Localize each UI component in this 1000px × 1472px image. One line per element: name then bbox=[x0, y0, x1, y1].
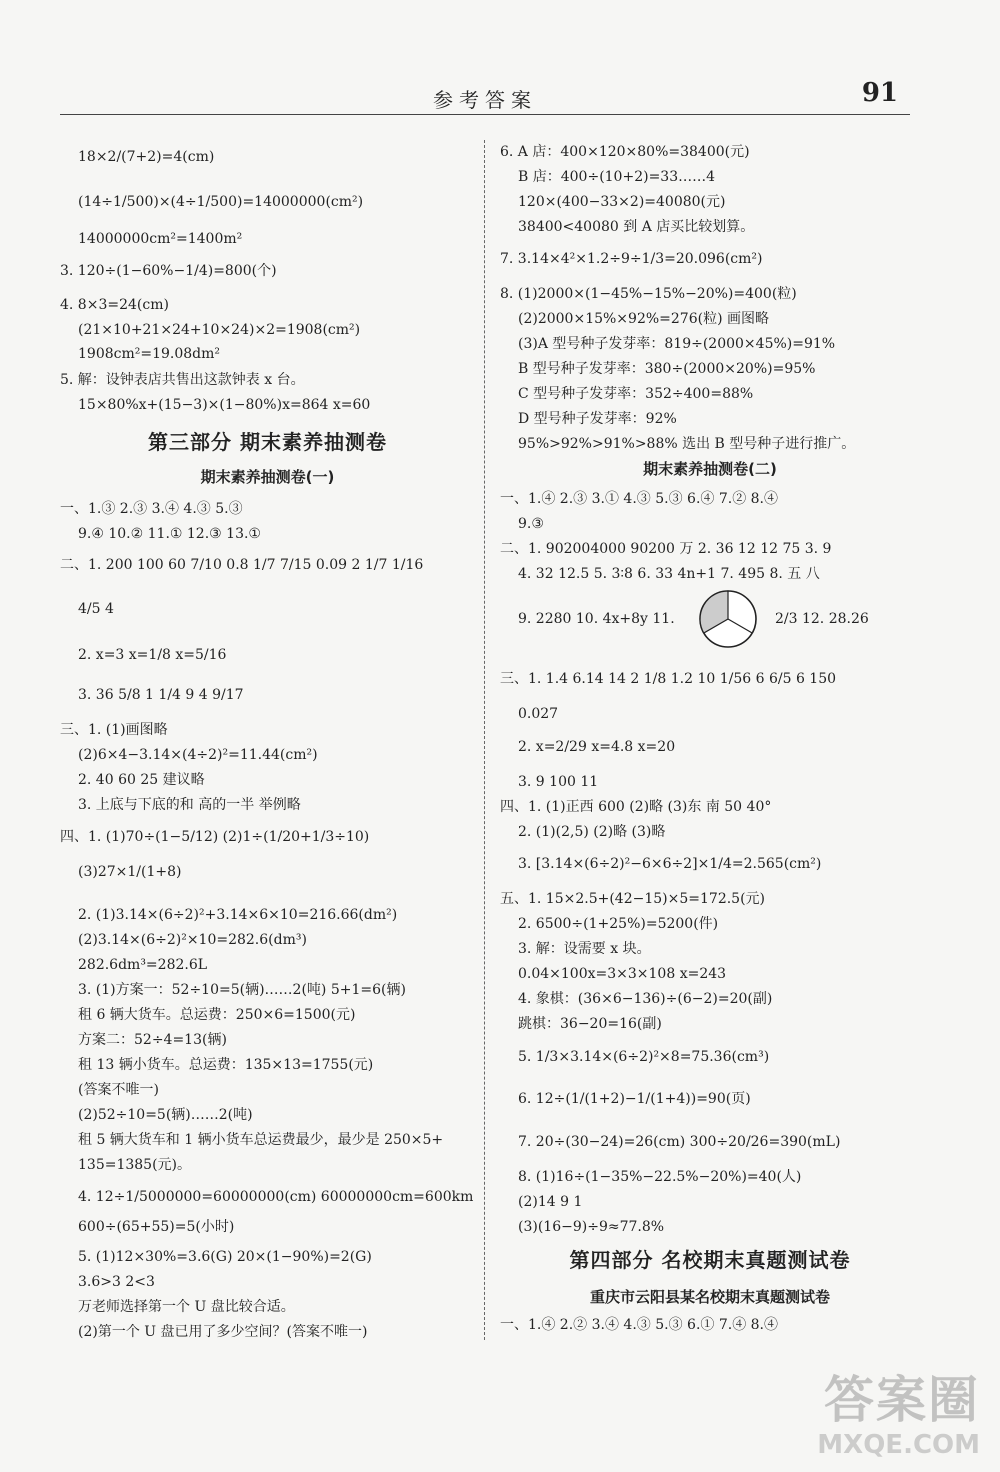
answer-line: 三、1. 1.4 6.14 14 2 1/8 1.2 10 1/56 6 6/5 6 150 bbox=[500, 671, 837, 687]
answer-line: C 型号种子发芽率：352÷400=88% bbox=[518, 386, 754, 402]
section-title: 第三部分 期末素养抽测卷 bbox=[148, 430, 387, 454]
header-title: 参考答案 bbox=[433, 88, 537, 112]
answer-line: 一、1.④ 2.② 3.④ 4.③ 5.③ 6.① 7.④ 8.④ bbox=[500, 1317, 779, 1333]
test-title: 期末素养抽测卷(二) bbox=[643, 460, 777, 478]
answer-line: 4. 12÷1/5000000=60000000(cm) 60000000cm=600km bbox=[78, 1189, 474, 1205]
answer-line: (2)2000×15%×92%=276(粒) 画图略 bbox=[518, 311, 769, 327]
answer-line: 2. (1)3.14×(6÷2)²+3.14×6×10=216.66(dm²) bbox=[78, 907, 398, 923]
answer-line: 3. 120÷(1−60%−1/4)=800(个) bbox=[60, 263, 277, 279]
answer-line: (2)52÷10=5(辆)……2(吨) bbox=[78, 1107, 253, 1123]
answer-line: 4. 8×3=24(cm) bbox=[60, 297, 169, 313]
answer-line: 18×2/(7+2)=4(cm) bbox=[78, 149, 215, 165]
answer-line: 7. 20÷(30−24)=26(cm) 300÷20/26=390(mL) bbox=[518, 1134, 841, 1150]
answer-line: 2. 6500÷(1+25%)=5200(件) bbox=[518, 916, 719, 932]
answer-line: D 型号种子发芽率：92% bbox=[518, 411, 677, 427]
answer-line: 0.04×100x=3×3×108 x=243 bbox=[518, 966, 727, 982]
watermark-url: MXQE.COM bbox=[817, 1430, 980, 1460]
answer-line: 120×(400−33×2)=40080(元) bbox=[518, 194, 726, 210]
answer-line: 9.④ 10.② 11.① 12.③ 13.① bbox=[78, 526, 261, 542]
test-title: 期末素养抽测卷(一) bbox=[200, 468, 335, 486]
answer-line: 5. 1/3×3.14×(6÷2)²×8=75.36(cm³) bbox=[518, 1049, 770, 1065]
answer-line: 135=1385(元)。 bbox=[78, 1157, 192, 1173]
answer-line: (2)6×4−3.14×(4÷2)²=11.44(cm²) bbox=[78, 747, 318, 763]
answer-line: 2. x=2/29 x=4.8 x=20 bbox=[518, 739, 676, 755]
answer-line: 五、1. 15×2.5+(42−15)×5=172.5(元) bbox=[500, 891, 766, 907]
answer-line: 5. (1)12×30%=3.6(G) 20×(1−90%)=2(G) bbox=[78, 1249, 372, 1265]
answer-line: 3. 9 100 11 bbox=[518, 774, 599, 790]
answer-line: (3)27×1/(1+8) bbox=[78, 864, 182, 880]
answer-line: 一、1.④ 2.③ 3.① 4.③ 5.③ 6.④ 7.② 8.④ bbox=[500, 491, 779, 507]
answer-line: 7. 3.14×4²×1.2÷9÷1/3=20.096(cm²) bbox=[500, 251, 763, 267]
answer-line: (2)3.14×(6÷2)²×10=282.6(dm³) bbox=[78, 932, 307, 948]
test-title: 重庆市云阳县某名校期末真题测试卷 bbox=[589, 1288, 830, 1306]
answer-line: 2/3 12. 28.26 bbox=[775, 611, 869, 627]
answer-line: B 型号种子发芽率：380÷(2000×20%)=95% bbox=[518, 361, 816, 377]
answer-line: 3. 上底与下底的和 高的一半 举例略 bbox=[78, 797, 301, 813]
page-number: 91 bbox=[861, 78, 898, 108]
answer-line: 租 6 辆大货车。总运费：250×6=1500(元) bbox=[78, 1007, 356, 1023]
answer-line: 四、1. (1)70÷(1−5/12) (2)1÷(1/20+1/3÷10) bbox=[60, 829, 370, 845]
column-divider bbox=[484, 140, 485, 1340]
answer-line: 3. 解：设需要 x 块。 bbox=[518, 941, 651, 957]
answer-line: 万老师选择第一个 U 盘比较合适。 bbox=[78, 1299, 295, 1315]
answer-line: 600÷(65+55)=5(小时) bbox=[78, 1219, 235, 1235]
answer-line: 3. [3.14×(6÷2)²−6×6÷2]×1/4=2.565(cm²) bbox=[518, 856, 822, 872]
answer-line: 二、1. 902004000 90200 万 2. 36 12 12 75 3. 9 bbox=[500, 541, 832, 557]
watermark-logo bbox=[798, 1354, 988, 1464]
answer-line: (2)14 9 1 bbox=[518, 1194, 583, 1210]
answer-line: (21×10+21×24+10×24)×2=1908(cm²) bbox=[78, 322, 361, 338]
answer-line: 一、1.③ 2.③ 3.④ 4.③ 5.③ bbox=[60, 501, 243, 517]
answer-line: 3. (1)方案一：52÷10=5(辆)……2(吨) 5+1=6(辆) bbox=[78, 982, 406, 998]
answer-line: 15×80%x+(15−3)×(1−80%)x=864 x=60 bbox=[78, 397, 371, 413]
answer-line: 14000000cm²=1400m² bbox=[78, 231, 243, 247]
answer-line: 9. 2280 10. 4x+8y 11. bbox=[518, 611, 675, 627]
answer-line: 38400<40080 到 A 店买比较划算。 bbox=[518, 219, 755, 235]
answer-line: 跳棋：36−20=16(副) bbox=[518, 1016, 662, 1032]
answer-line: (2)第一个 U 盘已用了多少空间？(答案不唯一) bbox=[78, 1324, 368, 1340]
watermark-text: 答案圈 bbox=[824, 1371, 980, 1429]
answer-line: 二、1. 200 100 60 7/10 0.8 1/7 7/15 0.09 2 1/7 1/16 bbox=[60, 557, 424, 573]
answer-line: 3. 36 5/8 1 1/4 9 4 9/17 bbox=[78, 687, 244, 703]
answer-line: (答案不唯一) bbox=[78, 1082, 159, 1098]
answer-line: 4/5 4 bbox=[78, 601, 114, 617]
answer-line: 6. 12÷(1/(1+2)−1/(1+4))=90(页) bbox=[518, 1091, 751, 1107]
answer-line: B 店：400÷(10+2)=33……4 bbox=[518, 169, 716, 185]
answer-line: 95%>92%>91%>88% 选出 B 型号种子进行推广。 bbox=[518, 436, 856, 452]
answer-line: 1908cm²=19.08dm² bbox=[78, 346, 221, 362]
answer-line: 租 5 辆大货车和 1 辆小货车总运费最少，最少是 250×5+ bbox=[78, 1132, 444, 1148]
answer-line: 方案二：52÷4=13(辆) bbox=[78, 1032, 227, 1048]
answer-line: 5. 解：设钟表店共售出这款钟表 x 台。 bbox=[60, 372, 305, 388]
answer-line: (14÷1/500)×(4÷1/500)=14000000(cm²) bbox=[78, 194, 364, 210]
answer-line: 三、1. (1)画图略 bbox=[60, 722, 168, 738]
section-title: 第四部分 名校期末真题测试卷 bbox=[569, 1248, 851, 1272]
answer-line: 租 13 辆小货车。总运费：135×13=1755(元) bbox=[78, 1057, 374, 1073]
answer-line: 6. A 店：400×120×80%=38400(元) bbox=[500, 144, 750, 160]
answer-line: 2. 40 60 25 建议略 bbox=[78, 772, 205, 788]
answer-line: 8. (1)2000×(1−45%−15%−20%)=400(粒) bbox=[500, 286, 797, 302]
answer-line: 8. (1)16÷(1−35%−22.5%−20%)=40(人) bbox=[518, 1169, 802, 1185]
page-header bbox=[60, 78, 910, 115]
answer-line: 0.027 bbox=[518, 706, 559, 722]
answer-line: 2. (1)(2,5) (2)略 (3)略 bbox=[518, 824, 666, 840]
answer-line: 四、1. (1)正西 600 (2)略 (3)东 南 50 40° bbox=[500, 799, 772, 815]
answer-line: 4. 32 12.5 5. 3∶8 6. 33 4n+1 7. 495 8. 五 八 bbox=[518, 566, 820, 582]
answer-line: 2. x=3 x=1/8 x=5/16 bbox=[78, 647, 227, 663]
answer-line: (3)A 型号种子发芽率：819÷(2000×45%)=91% bbox=[518, 336, 836, 352]
answer-line: 282.6dm³=282.6L bbox=[78, 957, 208, 973]
answer-line: 3.6>3 2<3 bbox=[78, 1274, 155, 1290]
pie-chart-figure bbox=[697, 588, 759, 650]
answer-line: (3)(16−9)÷9≈77.8% bbox=[518, 1219, 665, 1235]
answer-line: 9.③ bbox=[518, 516, 544, 532]
answer-line: 4. 象棋：(36×6−136)÷(6−2)=20(副) bbox=[518, 991, 773, 1007]
